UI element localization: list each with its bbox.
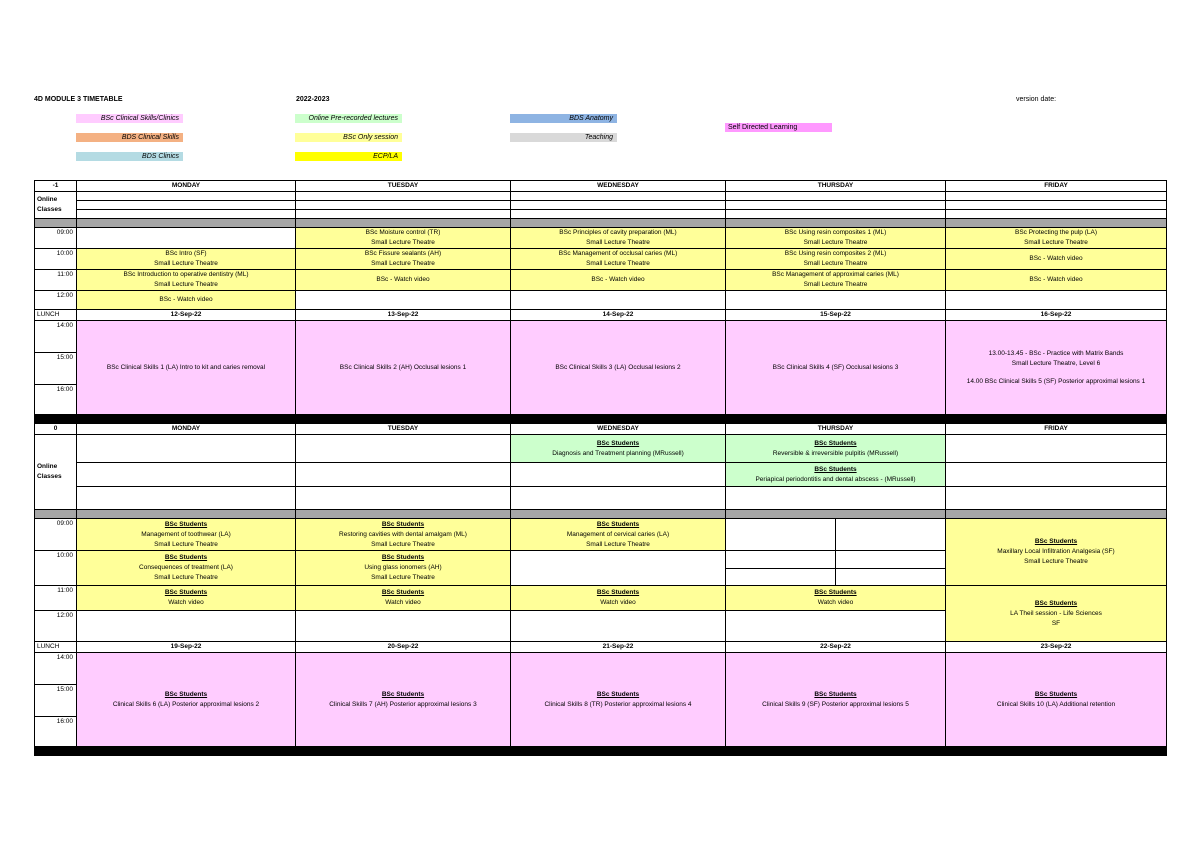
clinical-skills-cell[interactable]: BSc Students Clinical Skills 6 (LA) Posterior approximal lesions 2 — [77, 653, 296, 747]
legend-ecp: ECP/LA — [295, 152, 402, 161]
lunch-label: LUNCH — [35, 310, 77, 321]
day-header: WEDNESDAY — [511, 424, 726, 435]
session-cell[interactable]: BSc Protecting the pulp (LA) Small Lecture Theatre — [946, 228, 1167, 249]
clinical-skills-cell[interactable]: BSc Clinical Skills 3 (LA) Occlusal lesions 2 — [511, 321, 726, 415]
time-label: 11:00 — [35, 270, 77, 291]
week-number: -1 — [35, 181, 77, 192]
online-session-cell[interactable]: BSc Students Reversible & irreversible pulpitis (MRussell) — [726, 435, 946, 463]
session-cell[interactable]: BSc Students Management of cervical caries (LA) Small Lecture Theatre — [511, 519, 726, 551]
day-header: THURSDAY — [726, 181, 946, 192]
timetable-title: 4D MODULE 3 TIMETABLE — [34, 96, 123, 103]
time-label: 10:00 — [35, 249, 77, 270]
date-label: 15-Sep-22 — [726, 310, 946, 321]
time-label: 15:00 — [35, 685, 77, 717]
time-label: 14:00 — [35, 321, 77, 353]
version-date: version date: — [1016, 96, 1057, 103]
session-cell[interactable]: BSc Students Using glass ionomers (AH) Small Lecture Theatre — [296, 551, 511, 586]
time-label: 10:00 — [35, 551, 77, 586]
session-cell[interactable]: BSc Moisture control (TR) Small Lecture Theatre — [296, 228, 511, 249]
online-session-cell[interactable]: BSc Students Diagnosis and Treatment planning (MRussell) — [511, 435, 726, 463]
separator-row — [35, 219, 1167, 228]
session-cell[interactable]: BSc Students Maxillary Local Infiltration Analgesia (SF) Small Lecture Theatre — [946, 519, 1167, 586]
day-header: THURSDAY — [726, 424, 946, 435]
legend-bsc-clinical: BSc Clinical Skills/Clinics — [76, 114, 183, 123]
date-label: 23-Sep-22 — [946, 642, 1167, 653]
session-cell[interactable]: BSc Principles of cavity preparation (ML) Small Lecture Theatre — [511, 228, 726, 249]
date-label: 12-Sep-22 — [77, 310, 296, 321]
session-cell[interactable]: BSc Using resin composites 2 (ML) Small Lecture Theatre — [726, 249, 946, 270]
week-header-row — [35, 181, 1167, 192]
legend-bds-skills: BDS Clinical Skills — [76, 133, 183, 142]
clinical-skills-cell[interactable]: BSc Students Clinical Skills 8 (TR) Posterior approximal lesions 4 — [511, 653, 726, 747]
date-label: 13-Sep-22 — [296, 310, 511, 321]
date-label: 21-Sep-22 — [511, 642, 726, 653]
empty-slot-split — [726, 551, 946, 586]
legend-bds-clinics: BDS Clinics — [76, 152, 183, 161]
clinical-skills-cell[interactable]: BSc Students Clinical Skills 9 (SF) Posterior approximal lesions 5 — [726, 653, 946, 747]
day-header: MONDAY — [77, 181, 296, 192]
day-header: TUESDAY — [296, 424, 511, 435]
time-label: 11:00 — [35, 586, 77, 611]
lunch-label: LUNCH — [35, 642, 77, 653]
date-label: 19-Sep-22 — [77, 642, 296, 653]
separator-row — [35, 510, 1167, 519]
time-label: 09:00 — [35, 519, 77, 551]
legend-bsc-only: BSc Only session — [295, 133, 402, 142]
session-cell[interactable]: BSc Students Management of toothwear (LA) Small Lecture Theatre — [77, 519, 296, 551]
clinical-skills-cell[interactable]: BSc Students Clinical Skills 10 (LA) Additional retention — [946, 653, 1167, 747]
time-label: 16:00 — [35, 385, 77, 415]
week-divider — [35, 747, 1167, 756]
session-cell[interactable]: BSc Students Consequences of treatment (LA) Small Lecture Theatre — [77, 551, 296, 586]
week-number: 0 — [35, 424, 77, 435]
timetable — [34, 180, 1166, 756]
session-cell[interactable]: BSc Management of approximal caries (ML) Small Lecture Theatre — [726, 270, 946, 291]
online-session-cell[interactable]: BSc Students Periapical periodontitis and dental abscess - (MRussell) — [726, 463, 946, 487]
academic-year: 2022-2023 — [296, 96, 330, 103]
session-cell[interactable]: BSc Intro (SF) Small Lecture Theatre — [77, 249, 296, 270]
session-cell[interactable]: BSc - Watch video — [296, 270, 511, 291]
clinical-skills-cell[interactable]: BSc Students Clinical Skills 7 (AH) Posterior approximal lesions 3 — [296, 653, 511, 747]
clinical-skills-cell[interactable]: BSc Clinical Skills 1 (LA) Intro to kit and caries removal — [77, 321, 296, 415]
week-divider — [35, 415, 1167, 424]
day-header: MONDAY — [77, 424, 296, 435]
date-label: 16-Sep-22 — [946, 310, 1167, 321]
empty-slot — [77, 228, 296, 249]
date-label: 20-Sep-22 — [296, 642, 511, 653]
session-cell[interactable]: BSc Using resin composites 1 (ML) Small Lecture Theatre — [726, 228, 946, 249]
session-cell[interactable]: BSc - Watch video — [946, 249, 1167, 270]
clinical-skills-cell[interactable]: BSc Clinical Skills 4 (SF) Occlusal lesions 3 — [726, 321, 946, 415]
time-label: 15:00 — [35, 353, 77, 385]
session-cell[interactable]: BSc Students Watch video — [77, 586, 296, 611]
clinical-skills-cell[interactable]: 13.00-13.45 - BSc - Practice with Matrix Bands Small Lecture Theatre, Level 6 14.00 BSc Clinical Skills 5 (SF) Posterior approximal lesions 1 — [946, 321, 1167, 415]
legend-anatomy: BDS Anatomy — [510, 114, 617, 123]
session-cell[interactable]: BSc Students Watch video — [726, 586, 946, 611]
lunch-row — [35, 310, 1167, 321]
timetable-grid — [34, 180, 1167, 756]
day-header: FRIDAY — [946, 424, 1167, 435]
day-header: WEDNESDAY — [511, 181, 726, 192]
session-cell[interactable]: BSc Students Watch video — [296, 586, 511, 611]
session-cell[interactable]: BSc Introduction to operative dentistry (ML) Small Lecture Theatre — [77, 270, 296, 291]
day-header: TUESDAY — [296, 181, 511, 192]
empty-slot-split — [726, 519, 946, 551]
lunch-row — [35, 642, 1167, 653]
session-cell[interactable]: BSc - Watch video — [511, 270, 726, 291]
session-cell[interactable]: BSc - Watch video — [946, 270, 1167, 291]
time-label: 16:00 — [35, 717, 77, 747]
time-label: 12:00 — [35, 611, 77, 642]
time-label: 09:00 — [35, 228, 77, 249]
week-header-row — [35, 424, 1167, 435]
session-cell[interactable]: BSc Students LA Theil session - Life Sciences SF — [946, 586, 1167, 642]
time-label: 14:00 — [35, 653, 77, 685]
session-cell[interactable]: BSc Fissure sealants (AH) Small Lecture Theatre — [296, 249, 511, 270]
session-cell[interactable]: BSc Management of occlusal caries (ML) Small Lecture Theatre — [511, 249, 726, 270]
day-header: FRIDAY — [946, 181, 1167, 192]
date-label: 22-Sep-22 — [726, 642, 946, 653]
legend-sdl: Self Directed Learning — [725, 123, 832, 132]
session-cell[interactable]: BSc Students Restoring cavities with dental amalgam (ML) Small Lecture Theatre — [296, 519, 511, 551]
time-label: 12:00 — [35, 291, 77, 310]
legend-online: Online Pre-recorded lectures — [295, 114, 402, 123]
online-classes-label: Online Classes — [35, 192, 77, 219]
session-cell[interactable]: BSc - Watch video — [77, 291, 296, 310]
clinical-skills-cell[interactable]: BSc Clinical Skills 2 (AH) Occlusal lesions 1 — [296, 321, 511, 415]
date-label: 14-Sep-22 — [511, 310, 726, 321]
session-cell[interactable]: BSc Students Watch video — [511, 586, 726, 611]
legend-teaching: Teaching — [510, 133, 617, 142]
online-classes-label: Online Classes — [35, 435, 77, 510]
